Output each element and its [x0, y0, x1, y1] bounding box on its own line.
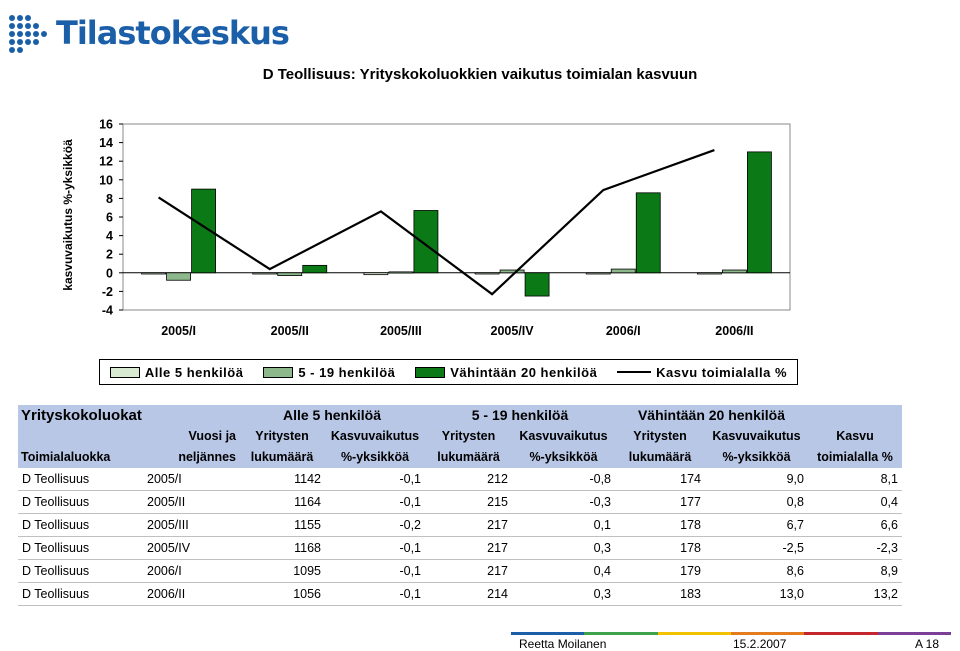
footer-bar-segment	[731, 632, 804, 635]
bar	[611, 269, 635, 273]
cell-impact-alle5: -0,1	[325, 537, 425, 560]
legend-label-alle5: Alle 5 henkilöä	[145, 365, 244, 380]
cell-count-alle5: 1056	[239, 583, 325, 606]
header-impact-20plus-line2: %-yksikköä	[705, 447, 808, 468]
x-tick-label: 2005/IV	[491, 324, 535, 338]
header-growth-line1: Kasvu	[808, 426, 902, 447]
bar	[253, 273, 277, 274]
header-period-line2: neljännes	[143, 447, 239, 468]
cell-count-alle5: 1164	[239, 491, 325, 514]
y-tick-label: 0	[106, 266, 113, 280]
y-tick-label: 8	[106, 192, 113, 206]
bar	[278, 273, 302, 276]
y-tick-label: -2	[102, 285, 113, 299]
header-yrityskokoluokat: Yrityskokoluokat	[18, 405, 239, 426]
cell-impact-5-19: -0,8	[512, 468, 615, 491]
header-group-5-19: 5 - 19 henkilöä	[425, 405, 615, 426]
cell-impact-20plus: -2,5	[705, 537, 808, 560]
cell-period: 2005/I	[143, 468, 239, 491]
cell-period: 2006/II	[143, 583, 239, 606]
y-axis-label: kasvuvaikutus %-yksikköä	[61, 115, 75, 315]
legend-item-alle5	[110, 365, 244, 380]
footer-bar-segment	[804, 632, 877, 635]
footer-bar-segment	[511, 632, 584, 635]
cell-count-alle5: 1095	[239, 560, 325, 583]
bar	[525, 273, 549, 296]
cell-count-alle5: 1168	[239, 537, 325, 560]
y-tick-label: 4	[106, 229, 113, 243]
data-table	[18, 405, 902, 606]
cell-period: 2006/I	[143, 560, 239, 583]
header-period-line1: Vuosi ja	[143, 426, 239, 447]
bar	[722, 270, 746, 273]
cell-growth: 0,4	[808, 491, 902, 514]
bar	[364, 273, 388, 275]
cell-impact-20plus: 9,0	[705, 468, 808, 491]
cell-industry: D Teollisuus	[18, 491, 143, 514]
cell-industry: D Teollisuus	[18, 468, 143, 491]
table-header-row-2	[18, 447, 902, 468]
legend-label-20plus: Vähintään 20 henkilöä	[450, 365, 597, 380]
legend-item-growth	[617, 365, 787, 380]
bar	[414, 210, 438, 272]
header-count-5-19-line1: Yritysten	[425, 426, 512, 447]
header-impact-5-19-line1: Kasvuvaikutus	[512, 426, 615, 447]
cell-impact-5-19: 0,1	[512, 514, 615, 537]
footer-page-number: A 18	[915, 637, 939, 651]
x-tick-label: 2005/I	[161, 324, 196, 338]
cell-industry: D Teollisuus	[18, 583, 143, 606]
cell-impact-20plus: 13,0	[705, 583, 808, 606]
header-count-alle5-line1: Yritysten	[239, 426, 325, 447]
legend-swatch-20plus	[415, 367, 445, 378]
legend-item-5-19	[263, 365, 395, 380]
cell-industry: D Teollisuus	[18, 514, 143, 537]
cell-impact-20plus: 8,6	[705, 560, 808, 583]
header-empty	[808, 405, 902, 426]
y-tick-label: 6	[106, 211, 113, 225]
header-group-20plus: Vähintään 20 henkilöä	[615, 405, 808, 426]
plot-area	[123, 124, 790, 310]
cell-impact-5-19: -0,3	[512, 491, 615, 514]
y-tick-label: 14	[99, 136, 113, 150]
cell-count-20plus: 177	[615, 491, 705, 514]
legend-label-5-19: 5 - 19 henkilöä	[298, 365, 395, 380]
cell-impact-20plus: 6,7	[705, 514, 808, 537]
table-header-row-1	[18, 426, 902, 447]
bar	[167, 273, 191, 280]
cell-impact-alle5: -0,1	[325, 491, 425, 514]
legend-item-20plus	[415, 365, 597, 380]
cell-period: 2005/III	[143, 514, 239, 537]
logo-text: Tilastokeskus	[56, 14, 289, 52]
header-impact-20plus-line1: Kasvuvaikutus	[705, 426, 808, 447]
table-row	[18, 560, 902, 583]
cell-count-20plus: 178	[615, 537, 705, 560]
header-growth-line2: toimialalla %	[808, 447, 902, 468]
x-tick-label: 2006/II	[715, 324, 753, 338]
header-group-alle5: Alle 5 henkilöä	[239, 405, 425, 426]
header-count-20plus-line1: Yritysten	[615, 426, 705, 447]
cell-impact-alle5: -0,1	[325, 560, 425, 583]
cell-period: 2005/II	[143, 491, 239, 514]
cell-count-5-19: 217	[425, 514, 512, 537]
footer-bar-segment	[878, 632, 951, 635]
cell-count-20plus: 183	[615, 583, 705, 606]
table-row	[18, 514, 902, 537]
cell-impact-5-19: 0,3	[512, 537, 615, 560]
cell-period: 2005/IV	[143, 537, 239, 560]
cell-count-20plus: 174	[615, 468, 705, 491]
table-row	[18, 583, 902, 606]
cell-count-alle5: 1142	[239, 468, 325, 491]
cell-growth: 13,2	[808, 583, 902, 606]
footer-bar-segment	[584, 632, 657, 635]
legend-swatch-alle5	[110, 367, 140, 378]
bar	[586, 273, 610, 274]
bar	[303, 265, 327, 272]
header-count-alle5-line2: lukumäärä	[239, 447, 325, 468]
cell-growth: 8,9	[808, 560, 902, 583]
cell-impact-5-19: 0,3	[512, 583, 615, 606]
bar	[389, 272, 413, 273]
cell-industry: D Teollisuus	[18, 537, 143, 560]
header-impact-5-19-line2: %-yksikköä	[512, 447, 615, 468]
bar	[142, 273, 166, 274]
bar	[636, 193, 660, 273]
legend-label-growth: Kasvu toimialalla %	[656, 365, 787, 380]
cell-impact-5-19: 0,4	[512, 560, 615, 583]
cell-growth: 8,1	[808, 468, 902, 491]
cell-count-5-19: 215	[425, 491, 512, 514]
cell-count-5-19: 217	[425, 560, 512, 583]
footer	[511, 632, 951, 650]
header-count-5-19-line2: lukumäärä	[425, 447, 512, 468]
legend-swatch-growth	[617, 371, 651, 373]
footer-author: Reetta Moilanen	[519, 637, 606, 651]
cell-count-alle5: 1155	[239, 514, 325, 537]
x-tick-label: 2005/II	[271, 324, 309, 338]
y-tick-label: -4	[102, 304, 113, 318]
header-impact-alle5-line1: Kasvuvaikutus	[325, 426, 425, 447]
cell-impact-alle5: -0,1	[325, 583, 425, 606]
header-count-20plus-line2: lukumäärä	[615, 447, 705, 468]
footer-bar-segment	[658, 632, 731, 635]
bar	[747, 152, 771, 273]
cell-count-5-19: 212	[425, 468, 512, 491]
bar	[475, 273, 499, 274]
legend-swatch-5-19	[263, 367, 293, 378]
y-tick-label: 2	[106, 248, 113, 262]
table-row	[18, 468, 902, 491]
footer-color-bar	[511, 632, 951, 635]
cell-growth: 6,6	[808, 514, 902, 537]
y-tick-label: 16	[99, 118, 113, 132]
x-tick-label: 2006/I	[606, 324, 641, 338]
chart-legend	[99, 359, 798, 385]
bar	[500, 270, 524, 273]
y-tick-label: 12	[99, 155, 113, 169]
table-row	[18, 537, 902, 560]
cell-impact-20plus: 0,8	[705, 491, 808, 514]
table-header-row-groups	[18, 405, 902, 426]
y-tick-label: 10	[99, 173, 113, 187]
cell-count-5-19: 217	[425, 537, 512, 560]
cell-count-20plus: 178	[615, 514, 705, 537]
bar	[697, 273, 721, 274]
cell-growth: -2,3	[808, 537, 902, 560]
header-impact-alle5-line2: %-yksikköä	[325, 447, 425, 468]
cell-impact-alle5: -0,2	[325, 514, 425, 537]
table-row	[18, 491, 902, 514]
header-industry: Toimialaluokka	[18, 447, 143, 468]
footer-date: 15.2.2007	[733, 637, 786, 651]
chart-title: D Teollisuus: Yrityskokoluokkien vaikutus toimialan kasvuun	[0, 66, 960, 83]
cell-count-5-19: 214	[425, 583, 512, 606]
x-tick-label: 2005/III	[380, 324, 422, 338]
cell-industry: D Teollisuus	[18, 560, 143, 583]
cell-count-20plus: 179	[615, 560, 705, 583]
cell-impact-alle5: -0,1	[325, 468, 425, 491]
